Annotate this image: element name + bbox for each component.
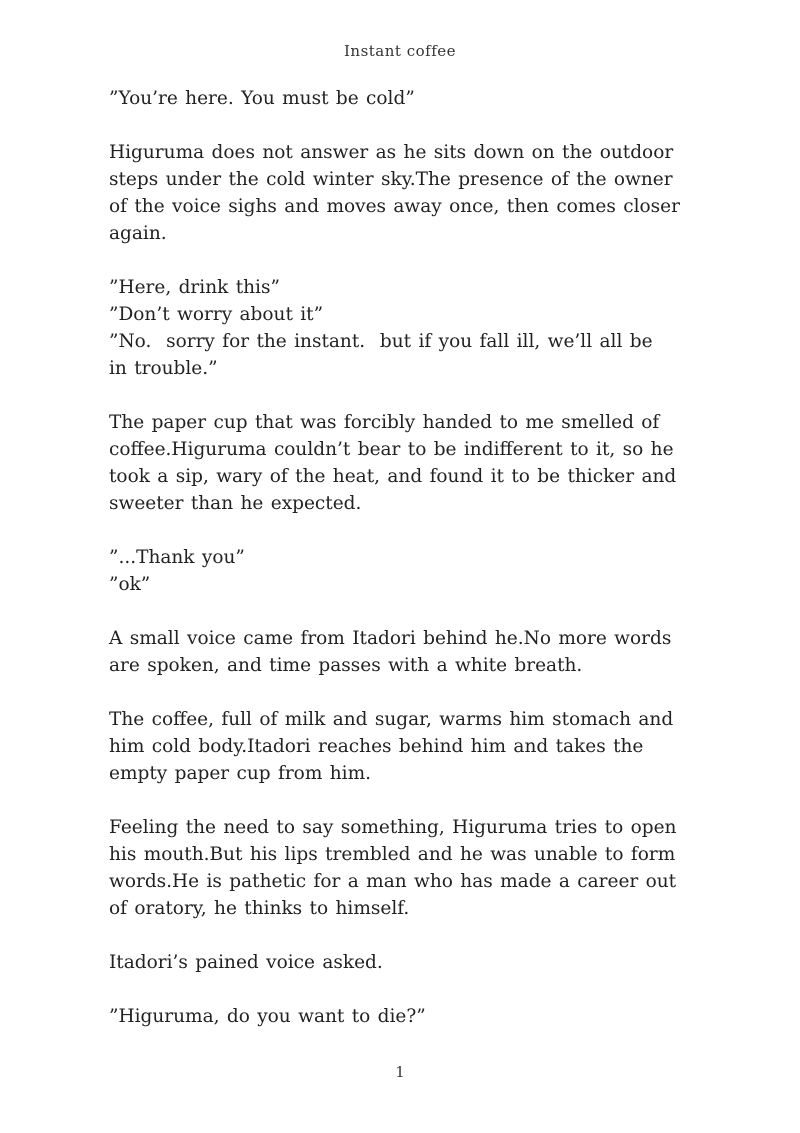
text-line: sweeter than he expected. [109,493,362,514]
text-line: Feeling the need to say something, Higuruma tries to open [109,817,677,838]
text-line: ”Don’t worry about it” [109,304,324,325]
text-line: are spoken, and time passes with a white breath. [109,655,583,676]
text-line: Itadori’s pained voice asked. [109,952,383,973]
text-line: him cold body.Itadori reaches behind him and takes the [109,736,644,757]
text-line: The paper cup that was forcibly handed to me smelled of [109,412,660,433]
text-line: ”ok” [109,574,151,595]
text-line: empty paper cup from him. [109,763,371,784]
blank-line [109,112,709,139]
text-line: of oratory, he thinks to himself. [109,898,410,919]
blank-line [109,976,709,1003]
blank-line [109,922,709,949]
text-line: ”No. sorry for the instant. but if you fall ill, we’ll all be [109,331,653,352]
blank-line [109,598,709,625]
page-number: 1 [395,1063,405,1081]
blank-line [109,517,709,544]
text-line: again. [109,223,167,244]
text-line: ”You’re here. You must be cold” [109,88,415,109]
text-line: The coffee, full of milk and sugar, warms him stomach and [109,709,674,730]
text-line: took a sip, wary of the heat, and found it to be thicker and [109,466,677,487]
text-line: ”Higuruma, do you want to die?” [109,1006,426,1027]
text-line: Higuruma does not answer as he sits down on the outdoor [109,142,674,163]
text-line: in trouble.” [109,358,218,379]
text-line: of the voice sighs and moves away once, then comes closer [109,196,680,217]
blank-line [109,247,709,274]
page-header-title: Instant coffee [344,42,456,60]
text-line: ”...Thank you” [109,547,245,568]
text-line: his mouth.But his lips trembled and he was unable to form [109,844,676,865]
text-line: coffee.Higuruma couldn’t bear to be indifferent to it, so he [109,439,674,460]
blank-line [109,382,709,409]
blank-line [109,787,709,814]
text-line: words.He is pathetic for a man who has made a career out [109,871,677,892]
text-line: ”Here, drink this” [109,277,280,298]
blank-line [109,679,709,706]
text-line: A small voice came from Itadori behind he.No more words [109,628,672,649]
body-text [109,85,709,1030]
text-line: steps under the cold winter sky.The presence of the owner [109,169,673,190]
